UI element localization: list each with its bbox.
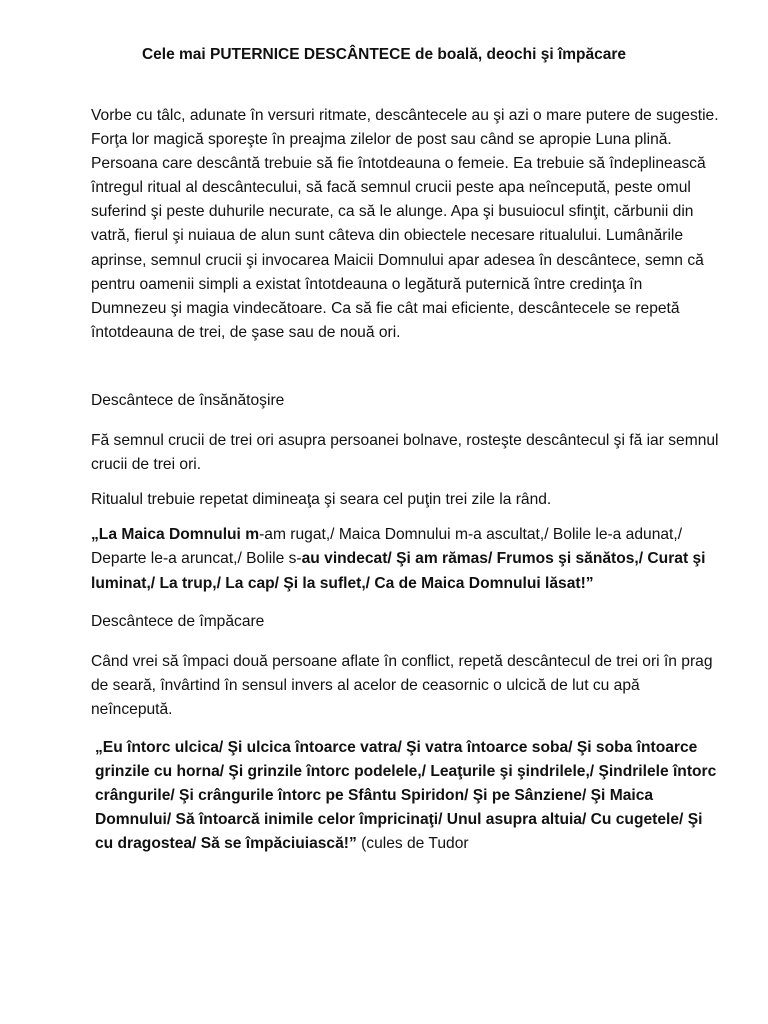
incantation-bold-start: „La Maica Domnului m: [91, 526, 260, 544]
page-title: Cele mai PUTERNICE DESCÂNTECE de boală, deochi şi împăcare: [141, 46, 627, 63]
incantation-bold-end: au vindecat/ Şi am rămas/ Frumos şi sănătos,/ Curat şi luminat,/ La trup,/ La cap/ Şi la suflet,/ Ca de Maica Domnului lăsat!”: [91, 550, 706, 592]
incantation-normal-text: -am rugat,/ Maica Domnului m-a ascultat,/ Bolile le-a adunat,/ Departe le-a aruncat,/ Bolile s-: [91, 526, 683, 568]
health-incantation: [91, 523, 719, 595]
health-ritual-paragraph: Ritualul trebuie repetat dimineaţa şi seara cel puţin trei zile la rând.: [91, 491, 552, 509]
section-heading-reconciliation: Descântece de împăcare: [91, 612, 265, 630]
document-body: [91, 104, 719, 856]
reconciliation-incantation: [91, 736, 719, 856]
section-heading-health: Descântece de însănătoşire: [91, 391, 285, 409]
intro-paragraph: Vorbe cu tâlc, adunate în versuri ritmate, descântecele au şi azi o mare putere de sugestie. Forţa lor magică sporeşte în preajma zilelor de post sau când se apropie Luna plină. Persoana care descântă trebuie să fie întotdeauna o femeie. Ea trebuie să îndeplinească întregul ritual al descântecului, să facă semnul crucii peste apa neîncepută, peste omul suferind şi peste duhurile necurate, ca să le alunge. Apa şi busuiocul sfinţit, cărbunii din vatră, fierul şi nuiaua de alun sunt câteva din obiectele necesare ritualului. Lumânările aprinse, semnul crucii şi invocarea Maicii Domnului apar adesea în descântece, semn că pentru oamenii simpli a existat întotdeauna o legătură puternică între credinţa în Dumnezeu şi magia vindecătoare. Ca să fie cât mai eficiente, descântecele se repetă întotdeauna de trei, de şase sau de nouă ori.: [91, 107, 719, 341]
reconciliation-incantation-bold: „Eu întorc ulcica/ Şi ulcica întoarce vatra/ Şi vatra întoarce soba/ Şi soba întoarce grinzile cu horna/ Şi grinzile întorc podelele,/ Leaţurile şi şindrilele,/ Şindrilele întorc crângurile/ Şi crângurile întorc pe Sfântu Spiridon/ Şi pe Sânziene/ Şi Maica Domnului/ Să întoarcă inimile celor împricinaţi/ Unul asupra altuia/ Cu cugetele/ Şi cu dragostea/ Să se împăciuiască!”: [95, 738, 717, 853]
reconciliation-incantation-source: (cules de Tudor: [356, 835, 469, 853]
health-instructions-paragraph: Fă semnul crucii de trei ori asupra persoanei bolnave, rosteşte descântecul şi fă iar semnul crucii de trei ori.: [91, 432, 719, 474]
reconciliation-instructions-paragraph: Când vrei să împaci două persoane aflate în conflict, repetă descântecul de trei ori în prag de seară, învârtind în sensul invers al acelor de ceasornic o ulcică de lut cu apă neîncepută.: [91, 652, 713, 718]
